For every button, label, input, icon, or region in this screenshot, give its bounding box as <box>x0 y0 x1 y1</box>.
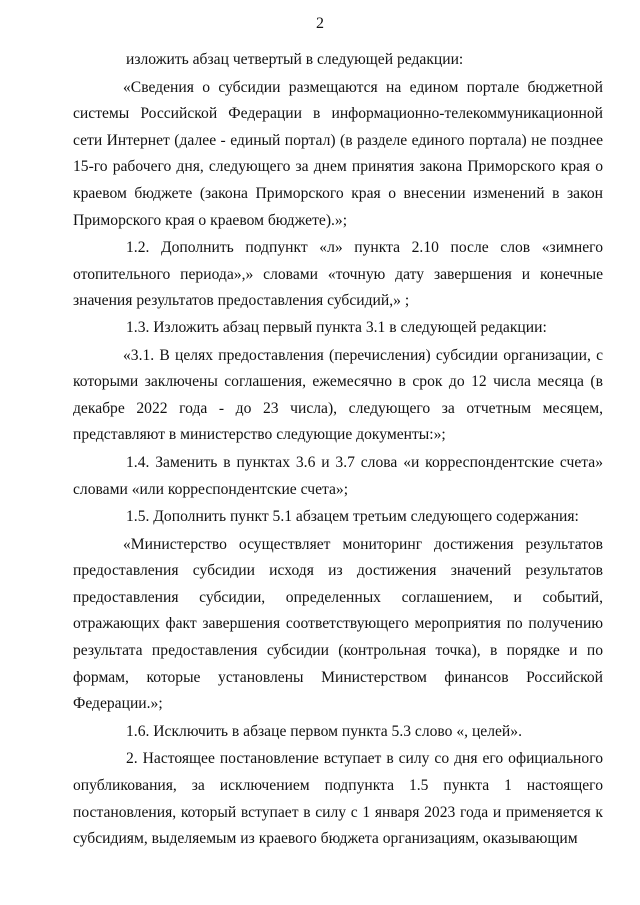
paragraph-quote-subsidy-info: «Сведения о субсидии размещаются на едином портале бюджетной системы Российской Федерации в информационно-телекоммуникационной сети Интернет (далее - единый портал) (в разделе единого портала) не позднее 15-го рабочего дня, следующего за днем принятия закона Приморского края о краевом бюджете (закона Приморского края о внесении изменений в закон Приморского края о краевом бюджете).»; <box>73 78 603 229</box>
paragraph-1-6: 1.6. Исключить в абзаце первом пункта 5.3 слово «, целей». <box>126 722 522 740</box>
paragraph-quote-monitoring: «Министерство осуществляет мониторинг достижения результатов предоставления субсидии исходя из достижения значений результатов предоставления субсидии, определенных соглашением, и событий, отражающих факт завершения соответствующего мероприятия по получению результата предоставления субсидии (контрольная точка), в порядке и по формам, которые установлены Министерством финансов Российской Федерации.»; <box>73 535 603 713</box>
paragraph-quote-3-1: «3.1. В целях предоставления (перечисления) субсидии организации, с которыми заключены соглашения, ежемесячно в срок до 12 числа месяца (в декабре 2022 года - до 23 числа), следующего за отчетным месяцем, представляют в министерство следующие документы:»; <box>73 346 603 444</box>
page-number: 2 <box>316 15 324 32</box>
paragraph-2: 2. Настоящее постановление вступает в силу со дня его официального опубликования, за исключением подпункта 1.5 пункта 1 настоящего постановления, который вступает в силу с 1 января 2023 года и применяется к субсидиям, выделяемым из краевого бюджета организациям, оказывающим <box>73 750 603 848</box>
paragraph-intro: изложить абзац четвертый в следующей редакции: <box>126 51 464 68</box>
document-body <box>73 47 603 853</box>
paragraph-1-3: 1.3. Изложить абзац первый пункта 3.1 в следующей редакции: <box>126 318 547 336</box>
paragraph-1-4: 1.4. Заменить в пунктах 3.6 и 3.7 слова «и корреспондентские счета» словами «или корреспондентские счета»; <box>73 453 603 498</box>
paragraph-1-2: 1.2. Дополнить подпункт «л» пункта 2.10 после слов «зимнего отопительного периода»,» словами «точную дату завершения и конечные значения результатов предоставления субсидий,» ; <box>73 239 603 310</box>
paragraph-1-5: 1.5. Дополнить пункт 5.1 абзацем третьим следующего содержания: <box>126 508 579 526</box>
